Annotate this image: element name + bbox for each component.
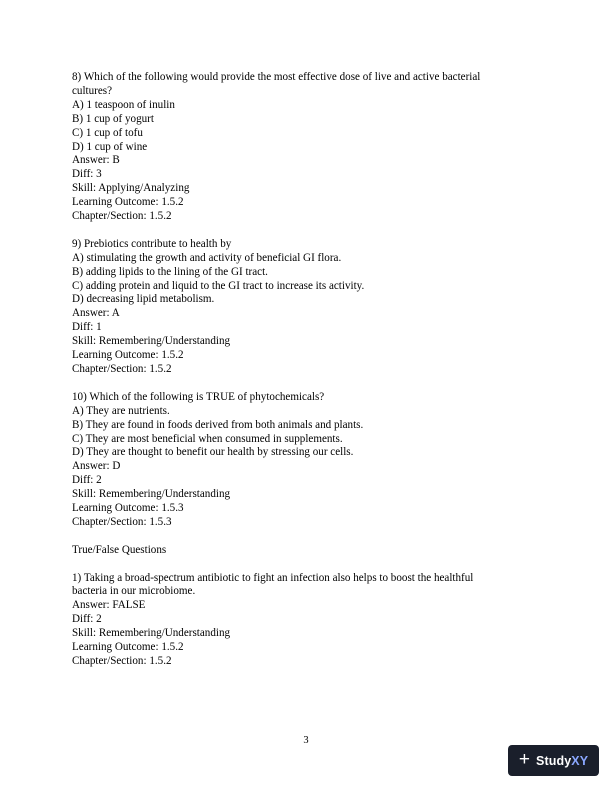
- answer-option: D) decreasing lipid metabolism.: [72, 293, 215, 306]
- answer-option: B) 1 cup of yogurt: [72, 112, 154, 125]
- answer-option: A) They are nutrients.: [72, 404, 170, 417]
- badge-word-study: Study: [536, 753, 572, 768]
- difficulty: Diff: 2: [72, 474, 102, 487]
- learning-outcome: Learning Outcome: 1.5.2: [72, 349, 184, 362]
- skill: Skill: Remembering/Understanding: [72, 627, 231, 640]
- question-stem: bacteria in our microbiome.: [72, 585, 196, 598]
- answer-key: Answer: FALSE: [72, 599, 146, 612]
- question-block: [72, 391, 542, 530]
- answer-option: D) 1 cup of wine: [72, 140, 148, 153]
- skill: Skill: Remembering/Understanding: [72, 335, 231, 348]
- answer-option: B) adding lipids to the lining of the GI tract.: [72, 265, 268, 278]
- answer-option: D) They are thought to benefit our health by stressing our cells.: [72, 446, 354, 459]
- chapter-section: Chapter/Section: 1.5.2: [72, 210, 172, 223]
- answer-option: A) stimulating the growth and activity of beneficial GI flora.: [72, 251, 342, 264]
- page-number: 3: [303, 735, 309, 746]
- skill: Skill: Applying/Analyzing: [72, 182, 190, 195]
- page-content: [72, 71, 542, 669]
- answer-option: C) They are most beneficial when consumed in supplements.: [72, 432, 343, 445]
- question-block: [72, 238, 542, 377]
- question-stem: 1) Taking a broad-spectrum antibiotic to fight an infection also helps to boost the healthful: [72, 571, 474, 584]
- learning-outcome: Learning Outcome: 1.5.3: [72, 502, 184, 515]
- answer-option: C) adding protein and liquid to the GI tract to increase its activity.: [72, 279, 365, 292]
- question-stem: 9) Prebiotics contribute to health by: [72, 237, 232, 250]
- answer-key: Answer: A: [72, 307, 120, 320]
- answer-option: B) They are found in foods derived from both animals and plants.: [72, 418, 364, 431]
- difficulty: Diff: 1: [72, 321, 102, 334]
- spacer: [72, 224, 542, 238]
- answer-key: Answer: D: [72, 460, 121, 473]
- learning-outcome: Learning Outcome: 1.5.2: [72, 641, 184, 654]
- skill: Skill: Remembering/Understanding: [72, 488, 231, 501]
- difficulty: Diff: 2: [72, 613, 102, 626]
- section-heading: True/False Questions: [72, 543, 167, 556]
- answer-option: A) 1 teaspoon of inulin: [72, 98, 175, 111]
- difficulty: Diff: 3: [72, 168, 102, 181]
- tf-question-block: [72, 572, 542, 669]
- spacer: [72, 558, 542, 572]
- chapter-section: Chapter/Section: 1.5.2: [72, 655, 172, 667]
- question-block: [72, 71, 542, 224]
- answer-option: C) 1 cup of tofu: [72, 126, 143, 139]
- studyxy-badge[interactable]: [508, 745, 599, 776]
- chapter-section: Chapter/Section: 1.5.3: [72, 515, 172, 528]
- question-stem: 8) Which of the following would provide the most effective dose of live and active bacterial: [72, 71, 481, 83]
- question-stem: 10) Which of the following is TRUE of phytochemicals?: [72, 390, 325, 403]
- plus-icon: +: [518, 749, 531, 770]
- learning-outcome: Learning Outcome: 1.5.2: [72, 196, 184, 209]
- badge-word-xy: XY: [571, 753, 589, 768]
- question-stem: cultures?: [72, 84, 113, 97]
- spacer: [72, 530, 542, 544]
- answer-key: Answer: B: [72, 154, 120, 167]
- spacer: [72, 377, 542, 391]
- chapter-section: Chapter/Section: 1.5.2: [72, 363, 172, 376]
